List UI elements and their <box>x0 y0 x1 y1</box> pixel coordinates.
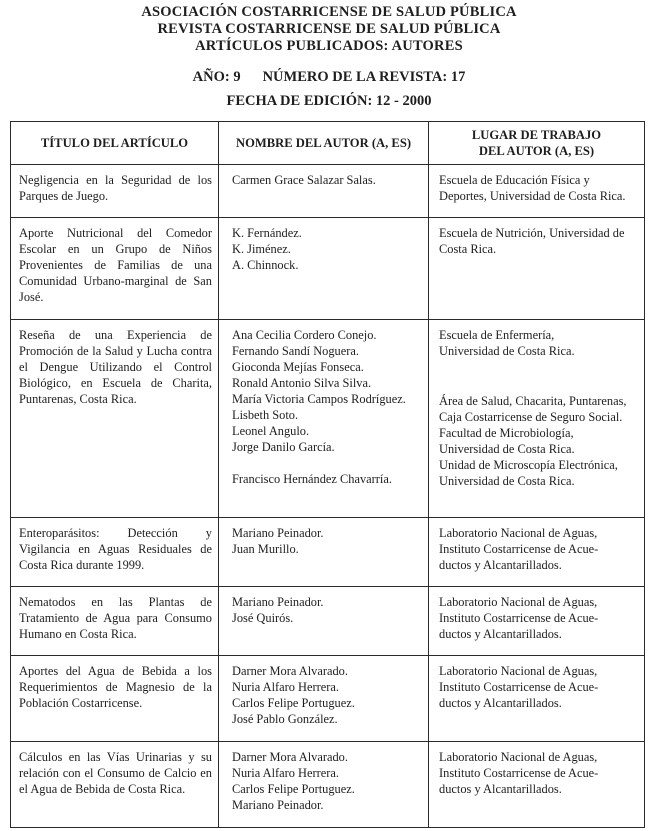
article-title: Reseña de una Experiencia de Promoción de la Salud y Lucha contra el Dengue Utilizando el Control Biológico, en Escuela de Charita, Puntarenas, Costa Rica. <box>11 320 219 518</box>
author-name: Nuria Alfaro Herrera. <box>232 766 339 780</box>
author-list <box>219 518 429 587</box>
author-name: Carlos Felipe Portuguez. <box>232 696 355 710</box>
article-title: Enteroparásitos: Detección y Vigilancia en Aguas Residuales de Costa Rica durante 1999. <box>11 518 219 587</box>
author-list <box>219 320 429 518</box>
author-name: Jorge Danilo García. <box>232 440 335 454</box>
author-list <box>219 656 429 742</box>
author-name: Mariano Peinador. <box>232 595 324 609</box>
workplace: Laboratorio Nacional de Aguas, Instituto Costarricense de Acue- ductos y Alcantarillados. <box>429 656 645 742</box>
issue-line <box>0 69 658 86</box>
journal-title: REVISTA COSTARRICENSE DE SALUD PÚBLICA <box>157 21 501 37</box>
table-row <box>11 518 645 587</box>
workplace: Laboratorio Nacional de Aguas, Instituto Costarricense de Acue- ductos y Alcantarillados. <box>429 518 645 587</box>
col-author-header: NOMBRE DEL AUTOR (A, ES) <box>219 122 429 165</box>
article-title: Nematodos en las Plantas de Tratamiento de Agua para Consumo Humano en Costa Rica. <box>11 587 219 656</box>
author-name: María Victoria Campos Rodríguez. <box>232 392 406 406</box>
year-label: AÑO: 9 <box>192 69 241 85</box>
workplace: Laboratorio Nacional de Aguas, Instituto Costarricense de Acue- ductos y Alcantarillados. <box>429 587 645 656</box>
author-list <box>219 742 429 828</box>
author-name: Mariano Peinador. <box>232 526 324 540</box>
author-name: Ana Cecilia Cordero Conejo. <box>232 328 377 342</box>
article-title: Aporte Nutricional del Comedor Escolar en un Grupo de Niños Provenientes de Familias de una Comunidad Urbano-marginal de San José. <box>11 218 219 320</box>
table-row <box>11 587 645 656</box>
table-row <box>11 218 645 320</box>
author-name: Ronald Antonio Silva Silva. <box>232 376 372 390</box>
table-header-row <box>11 122 645 165</box>
author-name: Nuria Alfaro Herrera. <box>232 680 339 694</box>
author-list <box>219 218 429 320</box>
author-name: K. Fernández. <box>232 226 302 240</box>
author-name: Francisco Hernández Chavarría. <box>232 472 392 486</box>
author-name: Gioconda Mejías Fonseca. <box>232 360 364 374</box>
author-name: Juan Murillo. <box>232 542 299 556</box>
workplace: Escuela de Nutrición, Universidad de Costa Rica. <box>429 218 645 320</box>
author-name: Lisbeth Soto. <box>232 408 299 422</box>
article-title: Negligencia en la Seguridad de los Parques de Juego. <box>11 165 219 218</box>
author-name: Darner Mora Alvarado. <box>232 664 348 678</box>
author-name: Carlos Felipe Portuguez. <box>232 782 355 796</box>
workplace: Escuela de Educación Física y Deportes, Universidad de Costa Rica. <box>429 165 645 218</box>
table-row <box>11 742 645 828</box>
articles-table <box>10 121 645 828</box>
workplace: Laboratorio Nacional de Aguas, Instituto Costarricense de Acue- ductos y Alcantarillados. <box>429 742 645 828</box>
author-name: Carmen Grace Salazar Salas. <box>232 173 376 187</box>
edition-date: FECHA DE EDICIÓN: 12 - 2000 <box>226 93 432 109</box>
author-name: A. Chinnock. <box>232 258 299 272</box>
article-title: Cálculos en las Vías Urinarias y su relación con el Consumo de Calcio en el Agua de Bebida de Costa Rica. <box>11 742 219 828</box>
author-name: Darner Mora Alvarado. <box>232 750 348 764</box>
author-name: Leonel Angulo. <box>232 424 310 438</box>
table-row <box>11 656 645 742</box>
article-title: Aportes del Agua de Bebida a los Requerimientos de Magnesio de la Población Costarricense. <box>11 656 219 742</box>
association-title: ASOCIACIÓN COSTARRICENSE DE SALUD PÚBLICA <box>141 4 517 20</box>
author-name: Mariano Peinador. <box>232 798 324 812</box>
section-title: ARTÍCULOS PUBLICADOS: AUTORES <box>195 38 463 54</box>
author-name: José Pablo González. <box>232 712 338 726</box>
author-name: K. Jiménez. <box>232 242 291 256</box>
author-name: Fernando Sandí Noguera. <box>232 344 359 358</box>
author-name: José Quirós. <box>232 611 294 625</box>
author-list <box>219 165 429 218</box>
table-row <box>11 320 645 518</box>
col-workplace-header: LUGAR DE TRABAJO DEL AUTOR (A, ES) <box>429 122 645 165</box>
issue-number: NÚMERO DE LA REVISTA: 17 <box>262 69 466 85</box>
col-title-header: TÍTULO DEL ARTÍCULO <box>11 122 219 165</box>
table-row <box>11 165 645 218</box>
workplace: Escuela de Enfermería, Universidad de Costa Rica. Área de Salud, Chacarita, Puntarenas, Caja Costarricense de Seguro Social. Facultad de Microbiología, Universidad de Costa Rica. Unidad de Microscopía Electrónica, Universidad de Costa Rica. <box>429 320 645 518</box>
author-list <box>219 587 429 656</box>
